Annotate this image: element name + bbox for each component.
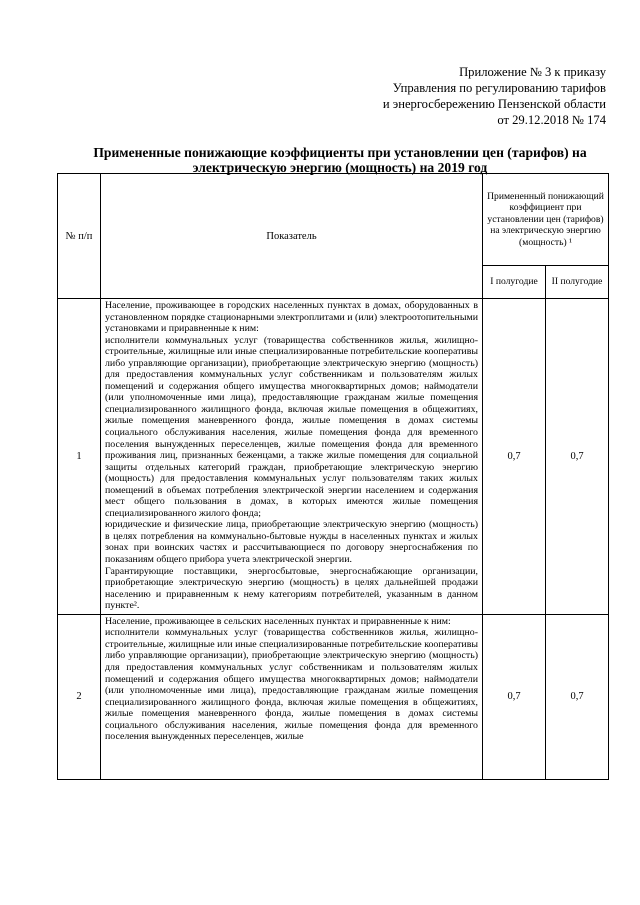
header-number: № п/п [58, 174, 101, 299]
document-title [50, 145, 630, 175]
indicator-paragraph: исполнители коммунальных услуг (товарищества собственников жилья, жилищно-строительные, жилищные или иные специализированные потребительские кооперативы либо управляющие организации), приобретающие электрическую энергию (мощность) для предоставления коммунальных услуг собственникам и пользователям жилых помещений и содержания общего имущества многоквартирных домов; наймодатели (или уполномоченные ими лица), предоставляющие гражданам жилые помещения специализированного жилищного фонда, включая жилые помещения в общежитиях, жилые помещения маневренного фонда, жилые помещения в домах системы социального обслуживания населения, жилые помещения фонда для временного поселения вынужденных переселенцев, жилые [105, 627, 478, 743]
title-line-1: Примененные понижающие коэффициенты при установлении цен (тарифов) на [93, 145, 587, 160]
indicator-paragraph: исполнители коммунальных услуг (товарищества собственников жилья, жилищно-строительные, жилищные или иные специализированные потребительские кооперативы либо управляющие организации), приобретающие электрическую энергию (мощность) для предоставления коммунальных услуг собственникам и пользователям жилых помещений и содержания общего имущества многоквартирных домов; наймодатели (или уполномоченные ими лица), предоставляющие гражданам жилые помещения специализированного жилищного фонда, включая жилые помещения в общежитиях, жилые помещения маневренного фонда, жилые помещения в домах системы социального обслуживания населения, жилые помещения фонда для временного поселения вынужденных переселенцев, жилые помещения фонда для временного проживания лиц, признанных беженцами, а также жилые помещения для социальной защиты отдельных категорий граждан, приобретающие электрическую энергию (мощность) для предоставления коммунальных услуг пользователям таких жилых помещений в объемах потребления электрической энергии населением и содержания мест общего пользования в домах, в которых имеются жилые помещения специализированного жилого фонда; [105, 334, 478, 519]
table-row [58, 614, 609, 779]
coef-second-half: 0,7 [546, 614, 609, 779]
coef-first-half: 0,7 [483, 614, 546, 779]
coefficients-table [57, 173, 609, 780]
header-coefficient: Примененный понижающий коэффициент при установлении цен (тарифов) на электрическую энергию (мощность) ¹ [483, 174, 609, 266]
indicator-paragraph: Гарантирующие поставщики, энергосбытовые, энергоснабжающие организации, приобретающие электрическую энергию (мощность) в целях дальнейшей продажи населению и приравненным к нему категориям потребителей, указанным в данном пункте². [105, 565, 478, 612]
row-indicator [101, 614, 483, 779]
table-header-row [58, 174, 609, 266]
table-row [58, 299, 609, 615]
coef-second-half: 0,7 [546, 299, 609, 615]
header-appendix: Приложение № 3 к приказу [459, 65, 606, 79]
row-indicator [101, 299, 483, 615]
header-indicator: Показатель [101, 174, 483, 299]
header-authority: Управления по регулированию тарифов [392, 81, 606, 95]
indicator-paragraph: юридические и физические лица, приобретающие электрическую энергию (мощность) в целях потребления на коммунально-бытовые нужды в населенных пунктах и жилых зонах при воинских частях и рассчитывающиеся по договору энергоснабжения по показаниям общего прибора учета электрической энергии. [105, 519, 478, 566]
header-second-half: II полугодие [546, 266, 609, 299]
indicator-paragraph: Население, проживающее в городских населенных пунктах в домах, оборудованных в установленном порядке стационарными электроплитами и (или) электроотопительными установками и приравненные к ним: [105, 300, 479, 335]
indicator-text-clip [105, 616, 478, 777]
header-first-half: I полугодие [483, 266, 546, 299]
coef-first-half: 0,7 [483, 299, 546, 615]
header-region: и энергосбережению Пензенской области [382, 97, 606, 111]
document-header [383, 64, 606, 128]
row-number: 1 [58, 299, 101, 615]
indicator-paragraph: Население, проживающее в сельских населенных пунктах и приравненные к ним: [105, 615, 451, 627]
title-line-2: электрическую энергию (мощность) на 2019 год [192, 160, 488, 175]
row-number: 2 [58, 614, 101, 779]
header-order-date: от 29.12.2018 № 174 [497, 113, 606, 127]
